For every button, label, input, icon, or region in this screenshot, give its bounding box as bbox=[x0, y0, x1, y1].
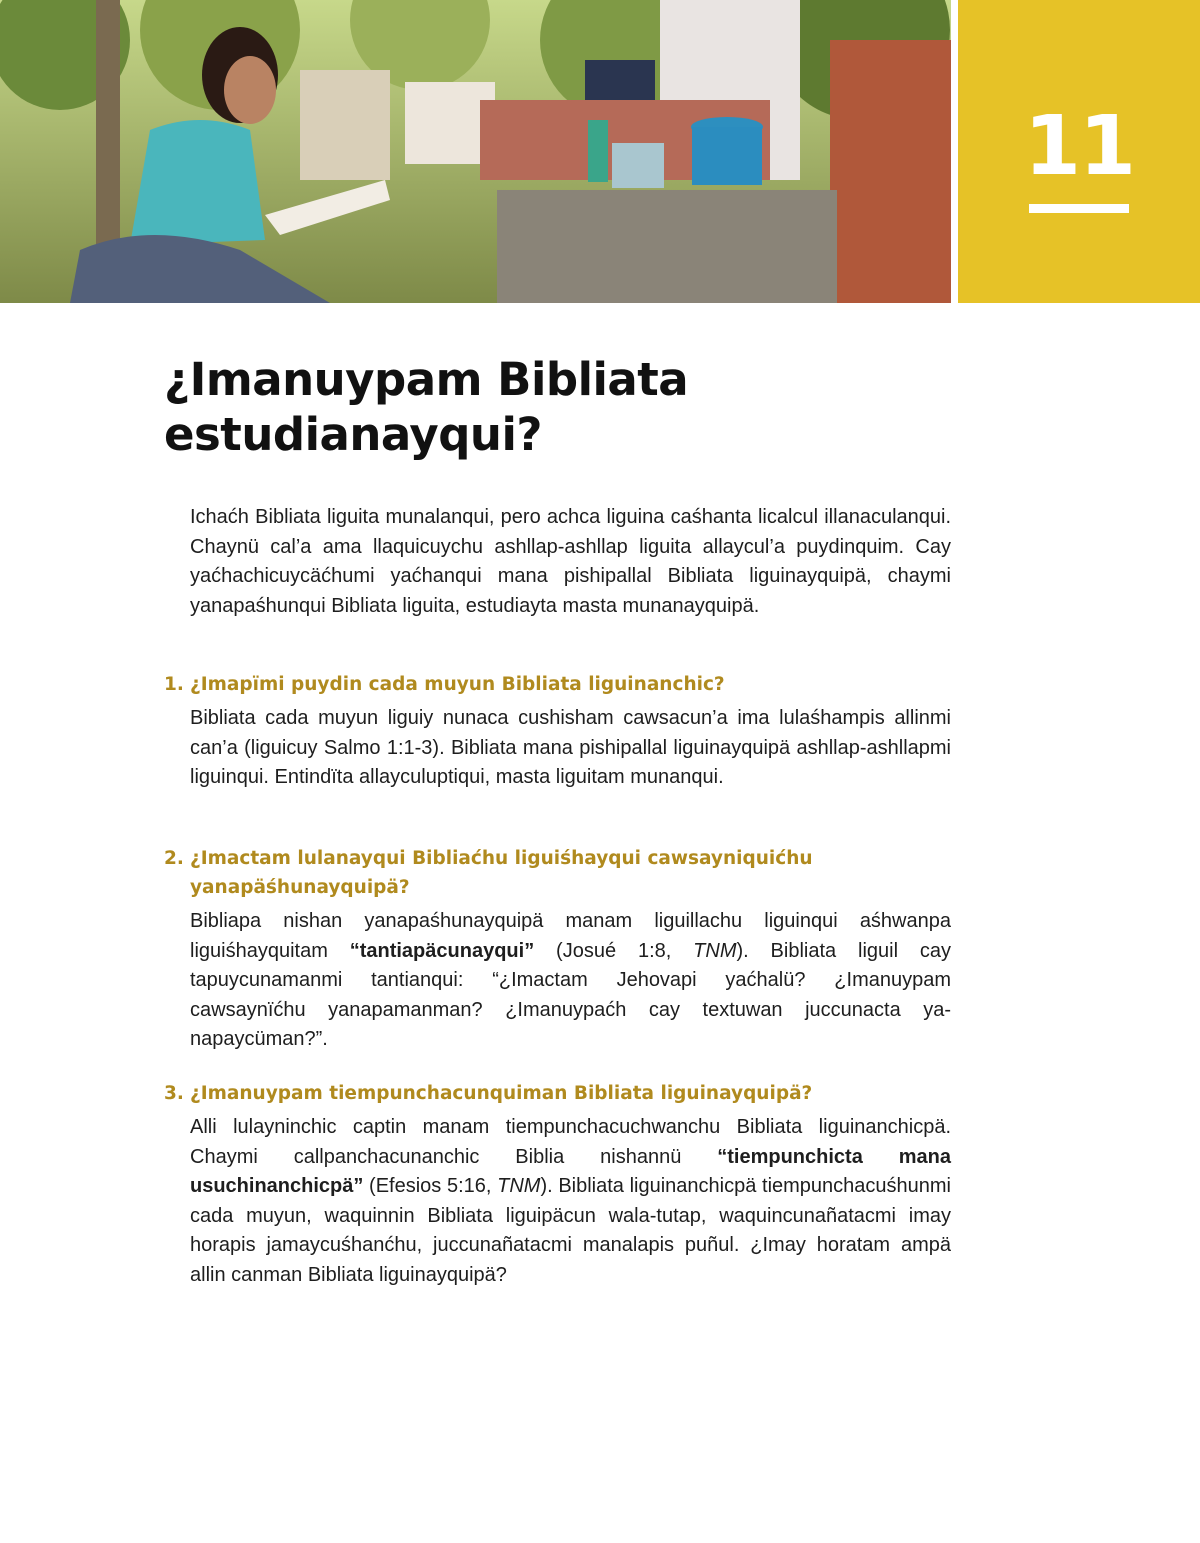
answer-text: (Efesios 5:16, bbox=[363, 1175, 498, 1197]
question-text: ¿Imactam lulanayqui Bibliaćhu liguiśhayqui cawsayniquićhu yanapäśhunayquipä? bbox=[190, 848, 813, 898]
question-number: 1. bbox=[164, 674, 184, 695]
answer-paragraph bbox=[190, 1113, 951, 1290]
intro-paragraph: Ichaćh Bibliata liguita munalanqui, pero achca liguina caśhanta licalcul illanaculanqui. Chaynü cal’a ama llaquicuychu ashllap-ashllap liguita allaycul’a puydinquim. Cay yaćhachicuycäćhumi yaćhanqui mana pishipallal Bibliata liguinayquipä, chaymi yanapaśhunqui Bibliata liguita, estudiayta masta munanayquipä. bbox=[190, 506, 951, 617]
question-number: 3. bbox=[164, 1083, 184, 1104]
answer-emphasis: “tantiapäcunayqui” bbox=[349, 939, 535, 962]
section-3 bbox=[164, 1079, 951, 1290]
lesson-number: 11 bbox=[1023, 99, 1135, 194]
page-title: ¿Imanuypam Bibliata estudianayqui? bbox=[164, 353, 689, 461]
question-text: ¿Imanuypam tiempunchacunquiman Bibliata liguinayquipä? bbox=[190, 1083, 813, 1104]
question-heading bbox=[164, 1079, 951, 1108]
answer-citation: TNM bbox=[497, 1175, 541, 1197]
answer-citation: TNM bbox=[693, 939, 737, 962]
hero-photo bbox=[0, 0, 951, 303]
section-1 bbox=[164, 670, 951, 793]
answer-text: ). Bibliata liguinanchicpä tiempunchacuśhunmi cada muyun, waquinnin Bibliata liguipäcun wala-tutap, waquincunañatacmi imay horapis jamaycuśhanćhu, juccunañatacmi manalapis puñul. ¿Imay horatam ampä allin canman Bibliata liguinayquipä? bbox=[190, 1175, 951, 1286]
answer-paragraph bbox=[190, 907, 951, 1055]
answer-paragraph bbox=[190, 704, 951, 793]
question-heading bbox=[164, 844, 951, 902]
answer-text: ). Bibliata liguil cay tapuycunamanmi tantianqui: “¿Imactam Jehovapi yaćhalü? ¿Imanuypam cawsaynïćhu yanapamanman? ¿Imanuypaćh cay textuwan juccunacta yanapaycüman?”. bbox=[190, 939, 951, 1050]
section-2 bbox=[164, 844, 951, 1055]
lesson-badge bbox=[958, 0, 1200, 303]
answer-text: (Josué 1:8, bbox=[534, 939, 694, 962]
answer-text: Bibliata cada muyun liguiy nunaca cushisham cawsacun’a ima lulaśhampis allinmi can’a (liguicuy Salmo 1:1-3). Bibliata mana pishipallal liguinayquipä ashllap-ashllapmi liguinqui. Entindïta allayculuptiqui, masta liguitam munanqui. bbox=[190, 707, 951, 788]
question-number: 2. bbox=[164, 848, 184, 869]
answer-text: Alli lulayninchic captin manam tiempunchacuchwanchu Bibliata liguinanchicpä. Chaymi callpanchacunanchic Biblia nishannü bbox=[190, 1116, 951, 1168]
question-heading bbox=[164, 670, 951, 699]
answer-text: Bibliapa nishan yanapaśhunayquipä manam liguillachu liguinqui aśhwanpa liguiśhayquitam bbox=[190, 910, 951, 962]
question-text: ¿Imapïmi puydin cada muyun Bibliata liguinanchic? bbox=[190, 674, 725, 695]
lesson-number-underline bbox=[1029, 204, 1129, 213]
answer-emphasis: “tiempunchicta mana usuchinanchicpä” bbox=[190, 1145, 951, 1197]
